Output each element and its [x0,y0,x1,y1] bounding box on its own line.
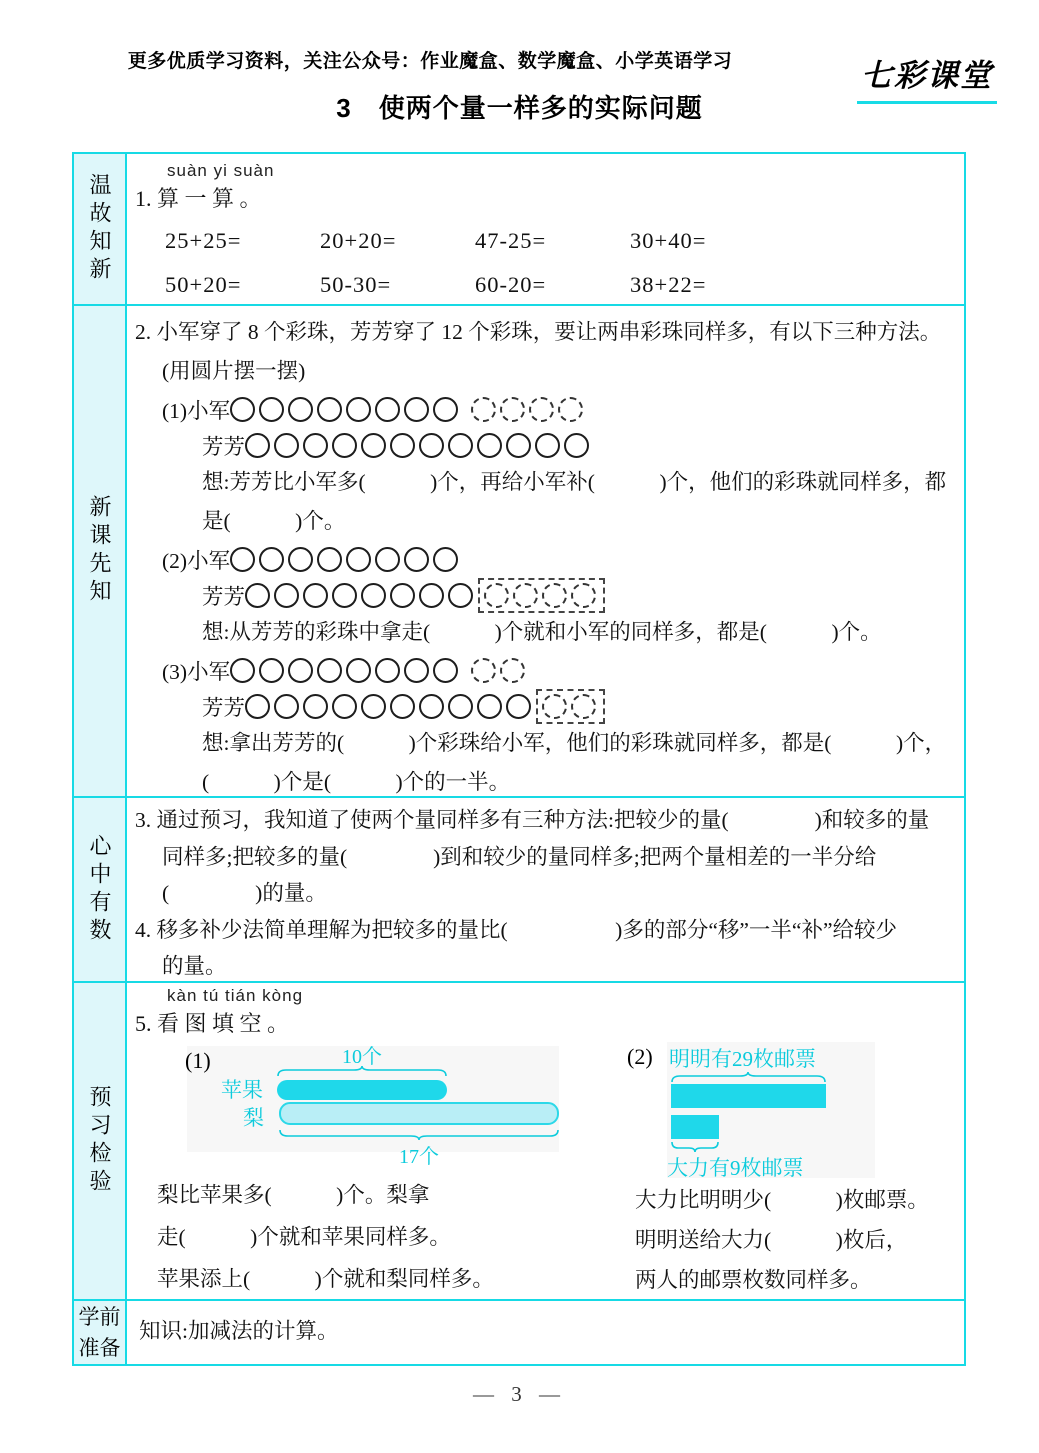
equation: 25+25= [165,228,242,253]
bead-circle [274,583,299,608]
check-right-line-2: 明明送给大力( )枚后， [635,1228,908,1252]
equation: 50+20= [165,272,242,297]
sub-item-number: (1) [185,1048,211,1073]
item-2-text: 2. 小军穿了 8 个彩珠，芳芳穿了 12 个彩珠，要让两串彩珠同样多，有以下三种方法。 [135,320,942,344]
section-review [74,154,964,304]
bead-circle [332,583,357,608]
stamps-bar-diagram [627,1042,964,1180]
pear-bar [279,1102,559,1125]
bead-circle [375,547,400,572]
beads-row-3-fangfang: 芳芳 [127,688,964,724]
bead-circle [448,433,473,458]
bead-circle [288,658,313,683]
bead-circle [303,433,328,458]
equation: 50-30= [320,272,392,297]
bead-circle [230,547,255,572]
section-prep [74,1299,964,1364]
equation: 20+20= [320,228,397,253]
mingming-stamps-label: 明明有29枚邮票 [669,1047,816,1071]
bead-circle [317,658,342,683]
beads-row-3-xiaojun: (3)小军 [127,652,964,688]
bead-circle [448,694,473,719]
apple-row-label: 苹果 [221,1078,263,1102]
section-label-new-lesson: 新课先知 [74,306,127,796]
bead-circle [506,694,531,719]
item-1-title: 1. 算 一 算 。 [135,186,262,211]
bead-circle [433,547,458,572]
section-new-lesson [74,304,964,796]
section-know [74,796,964,981]
bead-circle-dashed [542,583,567,608]
bead-circle-dashed [471,658,496,683]
check-right-line-3: 两人的邮票枚数同样多。 [635,1268,872,1292]
worksheet-table [72,152,966,1366]
bead-circle-dashed [500,397,525,422]
page-number: — 3 — [473,1382,566,1406]
brand-logo: 七彩课堂 [857,50,997,104]
bead-circle [390,694,415,719]
item-4-line-1: 4. 移多补少法简单理解为把较多的量比( )多的部分“移”一半“补”给较少 [135,917,897,942]
bead-circle [346,397,371,422]
equation-grid [127,219,807,304]
think-1-line-2: 是( )个。 [202,509,346,533]
item-4-line-2: 的量。 [162,954,227,978]
apple-count-label: 10个 [342,1046,382,1068]
bead-circle [390,433,415,458]
think-3-line-2: ( )个是( )个的一半。 [202,770,511,794]
bead-circle-dashed [571,583,596,608]
bead-circle [230,658,255,683]
beads-row-1-xiaojun: (1)小军 [127,391,964,427]
bead-circle [477,433,502,458]
bead-circle [259,397,284,422]
pear-count-label: 17个 [399,1146,439,1168]
overbrace-graphic [671,1072,826,1083]
bead-circle [245,433,270,458]
section-label-prep: 学前准备 [74,1301,127,1364]
bead-circle [361,433,386,458]
beads-circles [230,658,529,683]
bead-circle [535,433,560,458]
item-3-line-1: 3. 通过预习，我知道了使两个量同样多有三种方法:把较少的量( )和较多的量 [135,808,930,832]
bead-circle [419,583,444,608]
bead-circle [433,658,458,683]
apple-pear-bar-diagram [157,1042,627,1174]
equation: 60-20= [475,272,547,297]
bead-circle [433,397,458,422]
pear-row-label: 梨 [243,1106,264,1130]
equation: 38+22= [630,272,707,297]
overbrace-graphic [277,1066,447,1077]
pinyin-suan: suàn yi suàn [167,161,275,180]
apple-bar [277,1080,447,1100]
check-right-column [627,1042,964,1299]
sub-item-number: (2) [627,1044,653,1069]
bead-circle [404,658,429,683]
bead-circle [274,433,299,458]
beads-circles [230,547,462,572]
bead-circle-dashed [484,583,509,608]
check-left-line-1: 梨比苹果多( )个。梨拿 [157,1183,430,1207]
bead-circle [477,694,502,719]
bead-circle [404,547,429,572]
bead-circle [346,658,371,683]
bead-circle [419,694,444,719]
bead-circle [564,433,589,458]
bead-circle [245,583,270,608]
bead-circle [361,694,386,719]
bead-circle-dashed [500,658,525,683]
bead-circle-dashed [571,694,596,719]
think-2-line-1: 想:从芳芳的彩珠中拿走( )个就和小军的同样多，都是( )个。 [202,620,882,644]
equation: 30+40= [630,228,707,253]
beads-row-2-xiaojun: (2)小军 [127,541,964,577]
bead-circle [230,397,255,422]
bead-circle [419,433,444,458]
bead-circle-dashed [513,583,538,608]
section-check [74,981,964,1299]
item-2-hint: (用圆片摆一摆) [162,359,306,383]
bead-circle [259,547,284,572]
bead-circle [404,397,429,422]
beads-circles [245,689,605,724]
equation: 47-25= [475,228,547,253]
item-5-title: 5. 看 图 填 空 。 [135,1011,290,1036]
bead-circle-dashed [529,397,554,422]
pinyin-kantu: kàn tú tián kòng [167,986,304,1005]
check-left-line-3: 苹果添上( )个就和梨同样多。 [157,1267,494,1291]
bead-circle [303,583,328,608]
bead-circle [259,658,284,683]
beads-row-1-fangfang: 芳芳 [127,427,964,463]
beads-circles [245,578,605,613]
bead-circle [346,547,371,572]
page-header [0,46,860,73]
bead-circle [288,397,313,422]
bead-circle-dashed [542,694,567,719]
bead-circle [317,547,342,572]
bead-circle [375,658,400,683]
bead-circle-dashed [558,397,583,422]
dashed-group-box [536,689,605,724]
check-right-line-1: 大力比明明少( )枚邮票。 [635,1188,929,1212]
prep-knowledge-text: 知识:加减法的计算。 [139,1319,339,1343]
dali-stamps-label: 大力有9枚邮票 [667,1156,804,1180]
bead-circle [245,694,270,719]
mingming-stamps-bar [671,1084,826,1108]
bead-circle-dashed [471,397,496,422]
bead-circle [332,433,357,458]
bead-circle [448,583,473,608]
check-left-line-2: 走( )个就和苹果同样多。 [157,1225,451,1249]
bead-circle [390,583,415,608]
bead-circle [361,583,386,608]
dashed-group-box [478,578,605,613]
beads-circles [230,397,587,422]
beads-circles [245,433,593,458]
bead-circle [506,433,531,458]
think-1-line-1: 想:芳芳比小军多( )个，再给小军补( )个，他们的彩珠就同样多，都 [202,470,947,494]
check-left-column [157,1042,627,1299]
bead-circle [375,397,400,422]
item-3-line-2: 同样多;把较多的量( )到和较少的量同样多;把两个量相差的一半分给 [162,844,877,869]
dali-stamps-bar [671,1115,719,1139]
bead-circle [288,547,313,572]
bead-circle [332,694,357,719]
item-3-line-3: ( )的量。 [162,881,327,905]
bead-circle [317,397,342,422]
section-label-check: 预习检验 [74,983,127,1299]
bead-circle [303,694,328,719]
beads-row-2-fangfang: 芳芳 [127,577,964,613]
page-title: 3 使两个量一样多的实际问题 [336,93,703,123]
bead-circle [274,694,299,719]
promo-notice: 更多优质学习资料，关注公众号：作业魔盒、数学魔盒、小学英语学习 [127,51,733,72]
think-3-line-1: 想:拿出芳芳的( )个彩珠给小军，他们的彩珠就同样多，都是( )个， [202,731,947,755]
section-label-know: 心中有数 [74,798,127,981]
section-label-review: 温故知新 [74,154,127,304]
